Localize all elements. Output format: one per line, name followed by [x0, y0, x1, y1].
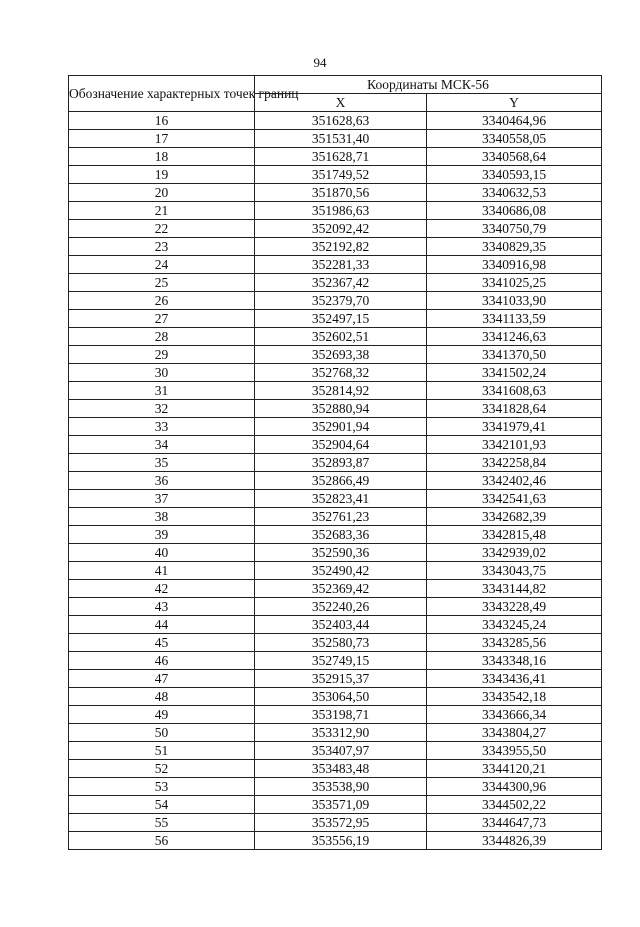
table-row	[69, 436, 602, 454]
cell-point-number: 53	[69, 778, 255, 796]
table-row	[69, 616, 602, 634]
cell-y: 3340593,15	[427, 166, 602, 184]
cell-x: 352281,33	[255, 256, 427, 274]
table-row	[69, 508, 602, 526]
page-number: 94	[313, 55, 327, 70]
cell-point-number: 22	[69, 220, 255, 238]
cell-x: 352367,42	[255, 274, 427, 292]
cell-y: 3341370,50	[427, 346, 602, 364]
cell-point-number: 21	[69, 202, 255, 220]
cell-y: 3340916,98	[427, 256, 602, 274]
cell-y: 3342402,46	[427, 472, 602, 490]
cell-y: 3340686,08	[427, 202, 602, 220]
cell-point-number: 33	[69, 418, 255, 436]
cell-point-number: 23	[69, 238, 255, 256]
table-row	[69, 688, 602, 706]
table-row	[69, 634, 602, 652]
cell-point-number: 36	[69, 472, 255, 490]
table-row	[69, 184, 602, 202]
table-row	[69, 148, 602, 166]
cell-y: 3341246,63	[427, 328, 602, 346]
cell-x: 351531,40	[255, 130, 427, 148]
cell-point-number: 51	[69, 742, 255, 760]
cell-y: 3342939,02	[427, 544, 602, 562]
cell-point-number: 47	[69, 670, 255, 688]
cell-y: 3344300,96	[427, 778, 602, 796]
cell-point-number: 24	[69, 256, 255, 274]
cell-x: 352823,41	[255, 490, 427, 508]
table-body	[69, 112, 602, 850]
cell-y: 3343144,82	[427, 580, 602, 598]
table-row	[69, 274, 602, 292]
cell-x: 353064,50	[255, 688, 427, 706]
cell-point-number: 18	[69, 148, 255, 166]
cell-x: 352866,49	[255, 472, 427, 490]
cell-y: 3342815,48	[427, 526, 602, 544]
cell-y: 3340464,96	[427, 112, 602, 130]
cell-point-number: 25	[69, 274, 255, 292]
cell-point-number: 38	[69, 508, 255, 526]
cell-point-number: 43	[69, 598, 255, 616]
cell-y: 3343804,27	[427, 724, 602, 742]
cell-x: 352590,36	[255, 544, 427, 562]
table-row	[69, 202, 602, 220]
cell-point-number: 56	[69, 832, 255, 850]
table-row	[69, 832, 602, 850]
cell-y: 3342258,84	[427, 454, 602, 472]
table-header	[69, 76, 602, 112]
cell-point-number: 16	[69, 112, 255, 130]
cell-x: 351986,63	[255, 202, 427, 220]
cell-x: 352403,44	[255, 616, 427, 634]
table-row	[69, 454, 602, 472]
cell-y: 3340829,35	[427, 238, 602, 256]
table-row	[69, 364, 602, 382]
cell-y: 3343666,34	[427, 706, 602, 724]
cell-y: 3342101,93	[427, 436, 602, 454]
cell-x: 352490,42	[255, 562, 427, 580]
cell-x: 352749,15	[255, 652, 427, 670]
table-row	[69, 310, 602, 328]
table-row	[69, 130, 602, 148]
cell-x: 352369,42	[255, 580, 427, 598]
cell-x: 352768,32	[255, 364, 427, 382]
cell-y: 3340568,64	[427, 148, 602, 166]
cell-point-number: 19	[69, 166, 255, 184]
table-row	[69, 814, 602, 832]
table-row	[69, 490, 602, 508]
cell-y: 3343542,18	[427, 688, 602, 706]
cell-y: 3341979,41	[427, 418, 602, 436]
table-row	[69, 724, 602, 742]
cell-y: 3340558,05	[427, 130, 602, 148]
cell-y: 3341133,59	[427, 310, 602, 328]
cell-point-number: 52	[69, 760, 255, 778]
cell-x: 352893,87	[255, 454, 427, 472]
cell-y: 3340632,53	[427, 184, 602, 202]
cell-y: 3344647,73	[427, 814, 602, 832]
cell-point-number: 35	[69, 454, 255, 472]
table-row	[69, 796, 602, 814]
cell-point-number: 45	[69, 634, 255, 652]
cell-y: 3342682,39	[427, 508, 602, 526]
table-row	[69, 670, 602, 688]
cell-point-number: 29	[69, 346, 255, 364]
cell-x: 353571,09	[255, 796, 427, 814]
cell-y: 3342541,63	[427, 490, 602, 508]
cell-x: 352379,70	[255, 292, 427, 310]
cell-y: 3343955,50	[427, 742, 602, 760]
table-row	[69, 706, 602, 724]
table-row	[69, 526, 602, 544]
table-row	[69, 760, 602, 778]
cell-x: 352814,92	[255, 382, 427, 400]
cell-x: 352901,94	[255, 418, 427, 436]
table-row	[69, 418, 602, 436]
cell-x: 353538,90	[255, 778, 427, 796]
cell-point-number: 49	[69, 706, 255, 724]
table-row	[69, 346, 602, 364]
cell-x: 351628,63	[255, 112, 427, 130]
table-row	[69, 472, 602, 490]
cell-y: 3344826,39	[427, 832, 602, 850]
cell-x: 353572,95	[255, 814, 427, 832]
cell-point-number: 48	[69, 688, 255, 706]
table-row	[69, 256, 602, 274]
cell-point-number: 39	[69, 526, 255, 544]
table-row	[69, 652, 602, 670]
coordinates-table	[68, 75, 602, 850]
cell-y: 3343348,16	[427, 652, 602, 670]
cell-x: 351870,56	[255, 184, 427, 202]
cell-y: 3341828,64	[427, 400, 602, 418]
cell-x: 352683,36	[255, 526, 427, 544]
cell-x: 353407,97	[255, 742, 427, 760]
table-row	[69, 112, 602, 130]
cell-point-number: 54	[69, 796, 255, 814]
cell-point-number: 44	[69, 616, 255, 634]
cell-y: 3340750,79	[427, 220, 602, 238]
cell-y: 3341025,25	[427, 274, 602, 292]
cell-y: 3343043,75	[427, 562, 602, 580]
header-x: X	[255, 94, 427, 112]
cell-point-number: 20	[69, 184, 255, 202]
cell-point-number: 17	[69, 130, 255, 148]
header-coordinates-msk56: Координаты МСК-56	[255, 76, 602, 94]
cell-y: 3341033,90	[427, 292, 602, 310]
table-row	[69, 220, 602, 238]
cell-y: 3343436,41	[427, 670, 602, 688]
table-row	[69, 778, 602, 796]
cell-x: 352693,38	[255, 346, 427, 364]
table-row	[69, 544, 602, 562]
cell-point-number: 27	[69, 310, 255, 328]
table-row	[69, 238, 602, 256]
cell-point-number: 42	[69, 580, 255, 598]
cell-x: 352240,26	[255, 598, 427, 616]
cell-x: 352880,94	[255, 400, 427, 418]
cell-x: 351749,52	[255, 166, 427, 184]
table-row	[69, 598, 602, 616]
cell-y: 3343228,49	[427, 598, 602, 616]
cell-x: 352761,23	[255, 508, 427, 526]
cell-x: 352092,42	[255, 220, 427, 238]
cell-point-number: 37	[69, 490, 255, 508]
cell-x: 352904,64	[255, 436, 427, 454]
cell-x: 352192,82	[255, 238, 427, 256]
cell-y: 3343245,24	[427, 616, 602, 634]
header-point-designation: Обозначение характерных точек границ	[69, 76, 255, 112]
cell-point-number: 46	[69, 652, 255, 670]
table-row	[69, 166, 602, 184]
cell-point-number: 32	[69, 400, 255, 418]
cell-point-number: 31	[69, 382, 255, 400]
cell-y: 3341608,63	[427, 382, 602, 400]
cell-y: 3344120,21	[427, 760, 602, 778]
cell-x: 352915,37	[255, 670, 427, 688]
cell-y: 3341502,24	[427, 364, 602, 382]
cell-point-number: 26	[69, 292, 255, 310]
cell-x: 353483,48	[255, 760, 427, 778]
header-y: Y	[427, 94, 602, 112]
cell-x: 353198,71	[255, 706, 427, 724]
cell-y: 3344502,22	[427, 796, 602, 814]
cell-x: 353312,90	[255, 724, 427, 742]
cell-point-number: 28	[69, 328, 255, 346]
cell-x: 352602,51	[255, 328, 427, 346]
cell-x: 352580,73	[255, 634, 427, 652]
table-row	[69, 328, 602, 346]
table-row	[69, 400, 602, 418]
header-row-group	[69, 76, 602, 94]
cell-y: 3343285,56	[427, 634, 602, 652]
table-row	[69, 580, 602, 598]
cell-point-number: 55	[69, 814, 255, 832]
cell-point-number: 50	[69, 724, 255, 742]
table-row	[69, 382, 602, 400]
cell-point-number: 41	[69, 562, 255, 580]
table-row	[69, 742, 602, 760]
cell-point-number: 40	[69, 544, 255, 562]
cell-x: 351628,71	[255, 148, 427, 166]
table-row	[69, 292, 602, 310]
cell-point-number: 34	[69, 436, 255, 454]
cell-x: 352497,15	[255, 310, 427, 328]
table-row	[69, 562, 602, 580]
cell-point-number: 30	[69, 364, 255, 382]
cell-x: 353556,19	[255, 832, 427, 850]
